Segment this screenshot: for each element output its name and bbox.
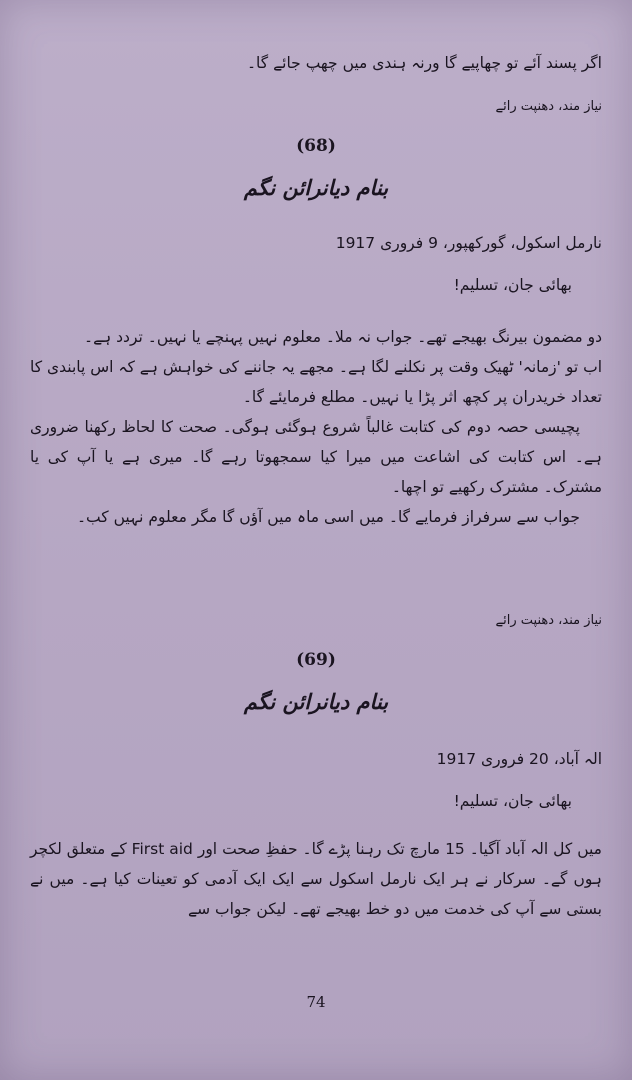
letter-body-69 bbox=[30, 834, 602, 924]
paragraph: میں کل الہ آباد آگیا۔ 15 مارچ تک رہنا پڑے گا۔ حفظِ صحت اور First aid کے متعلق لکچر ہوں گے۔ سرکار نے ہر ایک نارمل اسکول سے ایک ایک آدمی کو تعینات کیا ہے۔ میں نے بستی سے آپ کی خدمت میں دو خط بھیجے تھے۔ لیکن جواب سے bbox=[30, 840, 602, 918]
place-date-68: نارمل اسکول، گورکھپور، 9 فروری 1917 bbox=[335, 234, 602, 252]
letter-heading-69: بنام دیانرائن نگم bbox=[243, 690, 389, 714]
page-number: 74 bbox=[306, 993, 326, 1011]
paragraph: اب تو 'زمانہ' ٹھیک وقت پر نکلنے لگا ہے۔ مجھے یہ جاننے کی خواہش ہے کہ اس پابندی کا تعداد خریدران پر کچھ اثر پڑا یا نہیں۔ مطلع فرمایئے گا۔ bbox=[30, 358, 602, 406]
letter-number-68: (68) bbox=[296, 136, 336, 156]
place-date-69: الہ آباد، 20 فروری 1917 bbox=[436, 750, 602, 768]
salutation-69: بھائی جان، تسلیم! bbox=[453, 792, 572, 810]
signature-68: نیاز مند، دھنپت رائے bbox=[495, 613, 602, 628]
letter-number-69: (69) bbox=[296, 650, 336, 670]
paragraph: جواب سے سرفراز فرمایے گا۔ میں اسی ماہ میں آؤں گا مگر معلوم نہیں کب۔ bbox=[76, 508, 580, 526]
salutation-68: بھائی جان، تسلیم! bbox=[453, 276, 572, 294]
paragraph: پچیسی حصہ دوم کی کتابت غالباً شروع ہوگئی ہوگی۔ صحت کا لحاظ رکھنا ضروری ہے۔ اس کتابت کی اشاعت میں میرا کیا سمجھوتا رہے گا۔ میری ہے یا آپ کی یا مشترک۔ مشترک رکھیے تو اچھا۔ bbox=[30, 418, 602, 496]
letter-heading-68: بنام دیانرائن نگم bbox=[243, 176, 389, 200]
letter-body-68 bbox=[30, 322, 602, 532]
top-line: اگر پسند آئے تو چھاپیے گا ورنہ ہندی میں چھپ جائے گا۔ bbox=[246, 54, 602, 72]
paragraph: دو مضمون بیرنگ بھیجے تھے۔ جواب نہ ملا۔ معلوم نہیں پہنچے یا نہیں۔ تردد ہے۔ bbox=[83, 328, 602, 346]
signature-previous-letter: نیاز مند، دھنپت رائے bbox=[495, 99, 602, 114]
